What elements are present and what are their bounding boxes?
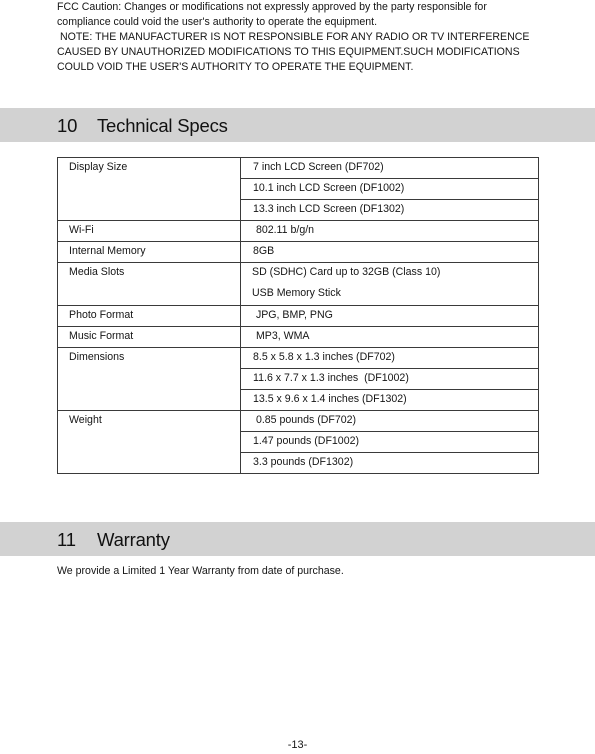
spec-label: Display Size [58,158,241,221]
spec-label: Weight [58,411,241,474]
spec-value-line: SD (SDHC) Card up to 32GB (Class 10) [252,266,441,278]
fcc-line: FCC Caution: Changes or modifications not expressly approved by the party responsible for [57,1,487,13]
fcc-line: CAUSED BY UNAUTHORIZED MODIFICATIONS TO THIS EQUIPMENT.SUCH MODIFICATIONS [57,46,520,58]
section-header-technical-specs [0,108,595,142]
spec-label: Dimensions [58,348,241,411]
spec-row [58,158,539,179]
spec-value: 802.11 b/g/n [241,221,539,242]
spec-row [58,348,539,369]
spec-row [58,327,539,348]
warranty-text: We provide a Limited 1 Year Warranty from date of purchase. [57,565,344,577]
section-number: 10 [57,115,78,136]
spec-row [58,263,539,306]
spec-value: 8.5 x 5.8 x 1.3 inches (DF702) [241,348,539,369]
specs-table-body [58,158,539,474]
spec-value: 1.47 pounds (DF1002) [241,432,539,453]
spec-value: 0.85 pounds (DF702) [241,411,539,432]
fcc-notice [57,0,557,75]
fcc-line: COULD VOID THE USER'S AUTHORITY TO OPERATE THE EQUIPMENT. [57,61,414,73]
spec-label: Media Slots [58,263,241,306]
spec-value: 3.3 pounds (DF1302) [241,453,539,474]
fcc-line: compliance could void the user's authority to operate the equipment. [57,16,378,28]
page-number: -13- [287,739,308,751]
section-title: Warranty [97,529,170,550]
spec-value: 11.6 x 7.7 x 1.3 inches (DF1002) [241,369,539,390]
spec-value: 8GB [241,242,539,263]
spec-value: MP3, WMA [241,327,539,348]
section-header-warranty [0,522,595,556]
spec-label: Internal Memory [58,242,241,263]
specs-table [57,157,539,474]
spec-label: Music Format [58,327,241,348]
spec-row [58,242,539,263]
spec-label: Photo Format [58,306,241,327]
spec-value [241,263,539,306]
section-heading [57,529,170,551]
spec-value: 10.1 inch LCD Screen (DF1002) [241,179,539,200]
spec-row [58,411,539,432]
spec-value: 7 inch LCD Screen (DF702) [241,158,539,179]
section-number: 11 [57,529,76,550]
spec-value-line: USB Memory Stick [252,287,341,299]
spec-value: 13.3 inch LCD Screen (DF1302) [241,200,539,221]
spec-row [58,306,539,327]
fcc-line: NOTE: THE MANUFACTURER IS NOT RESPONSIBLE FOR ANY RADIO OR TV INTERFERENCE [57,31,530,43]
spec-row [58,221,539,242]
spec-value: JPG, BMP, PNG [241,306,539,327]
section-heading [57,115,228,137]
spec-label: Wi-Fi [58,221,241,242]
spec-value: 13.5 x 9.6 x 1.4 inches (DF1302) [241,390,539,411]
section-title: Technical Specs [97,115,228,136]
